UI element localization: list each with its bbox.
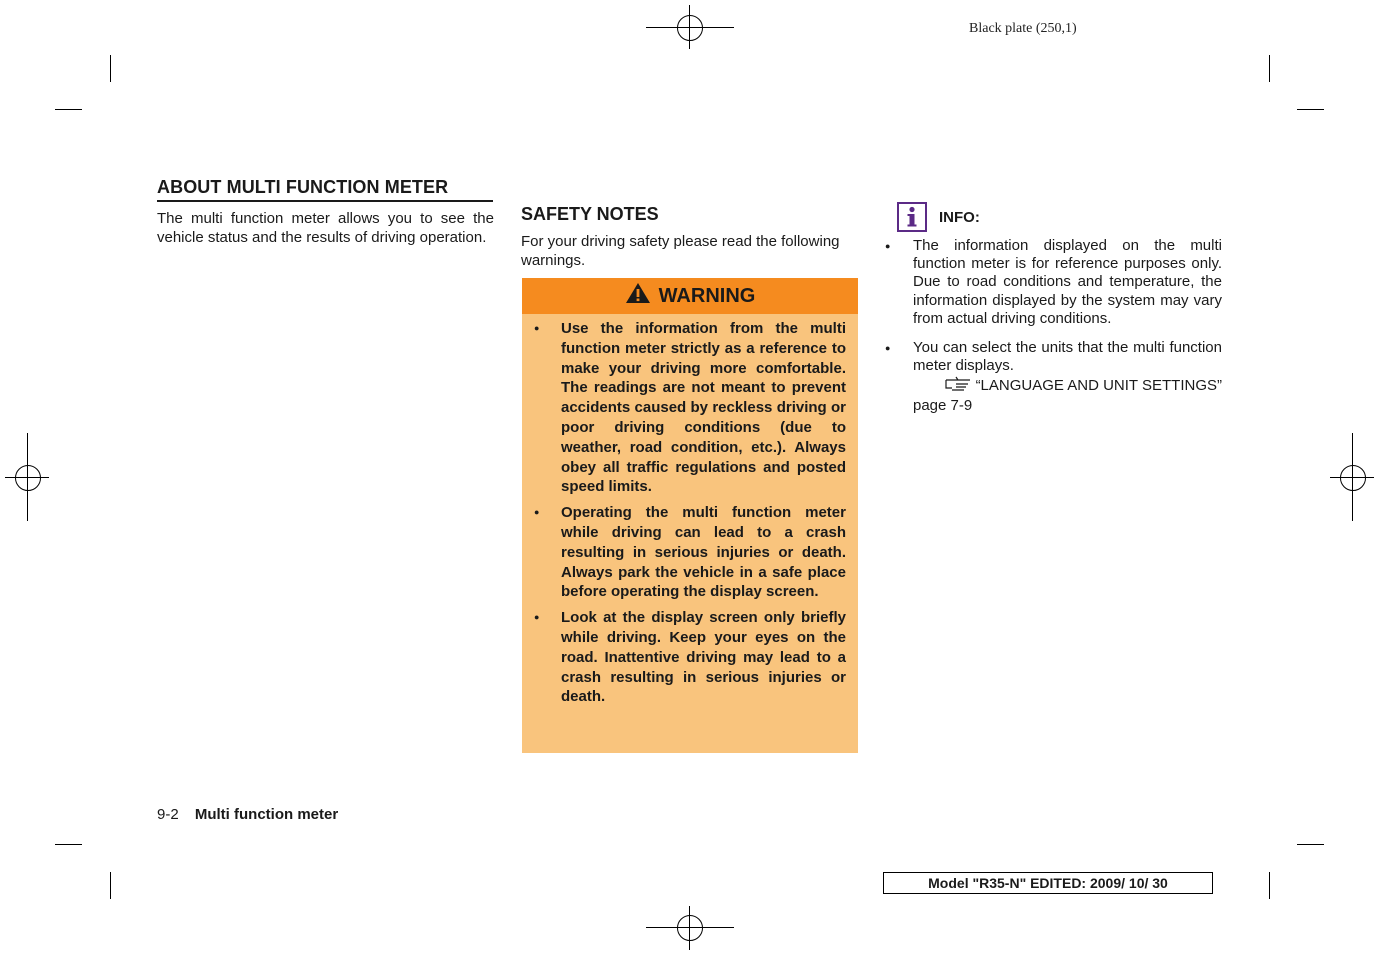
info-item-text: The information displayed on the multi function meter is for reference purposes only. Due to road conditions and temperature, the information displayed by the system may vary from actual driving conditions. [913,237,1222,327]
cross-reference[interactable] [913,375,1222,396]
page-footer [157,806,338,823]
section-heading-safety: SAFETY NOTES [521,204,659,224]
info-icon [897,202,927,232]
pointing-hand-icon [944,375,974,396]
info-item [913,339,1222,415]
cross-reference-title: “LANGUAGE AND UNIT SETTINGS” [975,376,1222,394]
warning-triangle-icon [625,282,651,310]
footer-section-title: Multi function meter [194,806,339,823]
about-paragraph: The multi function meter allows you to see the vehicle status and the results of driving operation. [157,210,494,246]
info-item-text: You can select the units that the multi function meter displays. [913,339,1222,375]
info-item [913,237,1222,328]
plate-label: Black plate (250,1) [969,21,1077,36]
page-number: 9-2 [157,806,179,823]
warning-item: ● Look at the display screen only briefly while driving. Keep your eyes on the road. Inattentive driving may lead to a crash resulting in serious injuries or death. [561,608,846,707]
warning-item: ● Operating the multi function meter while driving can lead to a crash resulting in serious injuries or death. Always park the vehicle in a safe place before operating the display screen. [561,503,846,602]
info-header [897,202,980,232]
warning-header [522,278,858,314]
info-list [913,237,1222,426]
warning-box [522,278,858,753]
cross-reference-page: page 7-9 [913,396,973,414]
model-edited-box: Model "R35-N" EDITED: 2009/ 10/ 30 [883,872,1213,894]
info-label: INFO: [939,208,980,226]
safety-paragraph: For your driving safety please read the following warnings. [521,233,840,269]
warning-item: ● Use the information from the multi function meter strictly as a reference to make your driving more comfortable. The readings are not meant to prevent accidents caused by reckless driving or poor driving conditions (due to weather, road condition, etc.). Always obey all traffic regulations and posted speed limits. [561,319,846,497]
section-heading-about: ABOUT MULTI FUNCTION METER [157,177,493,202]
warning-label: WARNING [658,284,756,307]
warning-list [522,314,858,707]
